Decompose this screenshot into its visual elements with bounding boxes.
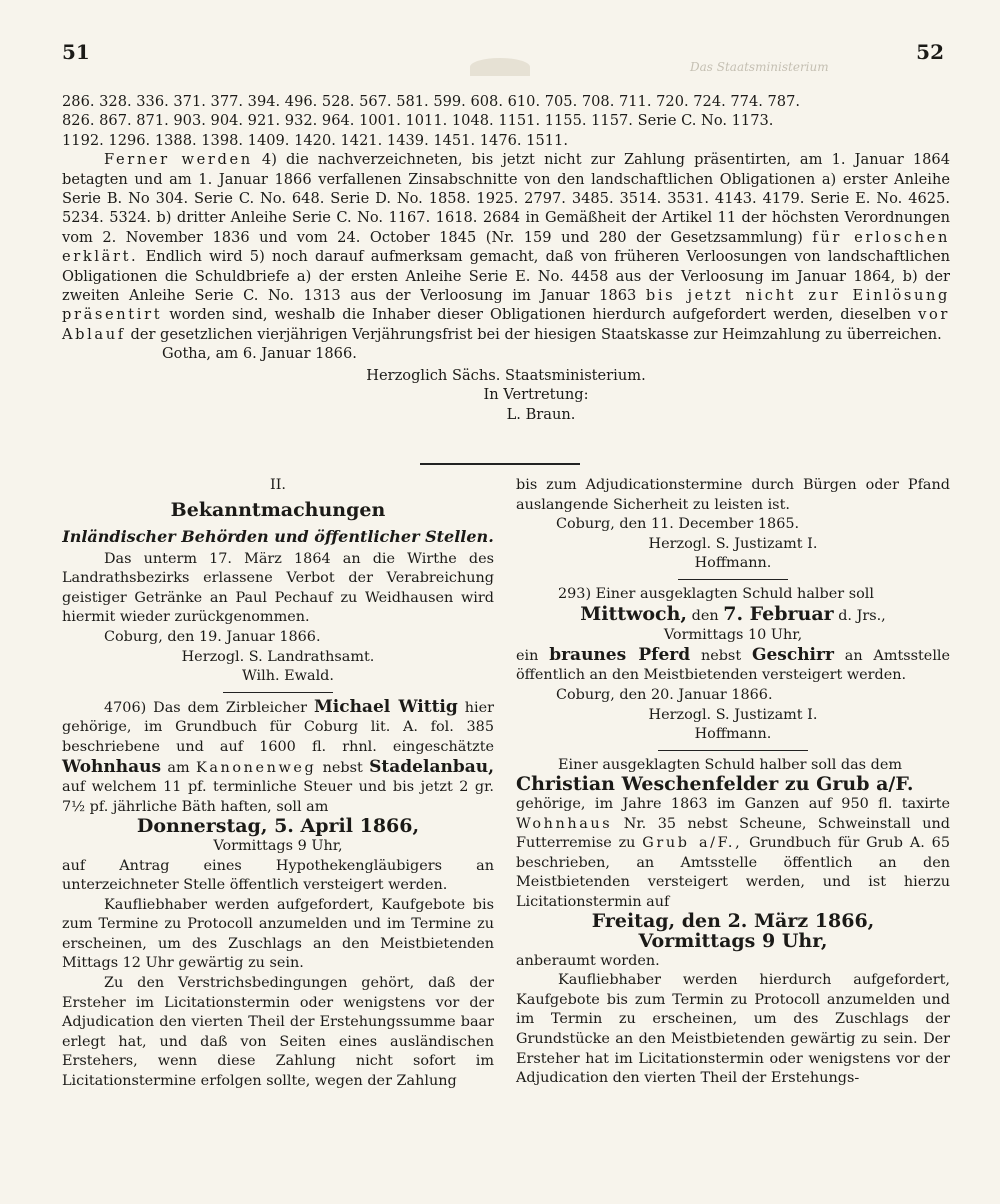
house-spaced: Wohnhaus (516, 815, 613, 832)
auction-time: Vormittags 9 Uhr, (213, 837, 343, 854)
notice1-text: Das unterm 17. März 1864 an die Wirthe des Landrathsbezirks erlassene Verbot der Verabreichung geistiger Getränke an Paul Pechauf zu Weidhausen wird hiermit wieder zurückgenommen. (62, 550, 494, 626)
paragraph-b: Endlich wird 5) noch darauf aufmerksam gemacht, daß von früheren Verloosungen von landschaftlichen Obligationen die Schuldbriefe a) der ersten Anleihe Serie E. No. 4458 aus der Verloosung im Januar 1864, b) der zweiten Anleihe Serie C. No. 1313 aus der Verloosung im Januar 1863 (62, 248, 951, 305)
notice4-text5-a: Kaufliebhaber werden hierdurch aufgefordert, Kaufgebote bis zum Termin zu Protocoll anzumelden und im Termin zu erscheinen, um des Zuschlags der Grundstücke an den Meistbietenden gewärtig zu sein. (516, 972, 950, 1048)
notice4-intro: Einer ausgeklagten Schuld halber soll das dem (558, 756, 902, 773)
auction-date: Donnerstag, 5. April 1866, (136, 815, 420, 838)
notice3-date-line: Coburg, den 20. Januar 1866. (556, 686, 773, 703)
paragraph-d: der gesetzlichen vierjährigen Verjährungsfrist bei der hiesigen Staatskasse zur Heimzahlung zu überreichen. (130, 325, 942, 343)
notice3-intro: 293) Einer ausgeklagten Schuld halber soll (558, 585, 874, 602)
notice4-text2: Nr. 35 nebst Scheune, Schweinstall und Futterremise zu (516, 815, 951, 852)
number-line-2: 826. 867. 871. 903. 904. 921. 932. 964. 1001. 1011. 1048. 1151. 1155. 1157. Serie C. No. 1173. (62, 112, 774, 130)
section-divider (420, 463, 580, 465)
section-number: II. (270, 477, 286, 493)
notice4-text5 (516, 971, 950, 1089)
notice4-text3: Grundbuch für Grub A. 65 beschrieben, an Amtsstelle öffentlich an den Meistbietenden versteigert werden, und ist hierzu Licitationstermin auf (516, 835, 950, 910)
page-number-left: 51 (62, 40, 90, 64)
notice3-nebst: nebst (700, 647, 742, 664)
bond-paragraph (62, 150, 950, 344)
ministry-signature: Herzoglich Sächs. Staatsministerium. (366, 366, 646, 384)
notice-separator (658, 750, 808, 751)
harness-text: Geschirr (751, 644, 834, 665)
notice3-ein: ein (516, 647, 539, 664)
notice3-text: an Amtsstelle öffentlich an den Meistbietenden versteigert werden. (516, 647, 951, 684)
page-number-right: 52 (916, 40, 944, 64)
notice4-time: Vormittags 9 Uhr, (638, 930, 828, 953)
notice1-date: Coburg, den 19. Januar 1866. (104, 628, 321, 645)
street-name: Kanonenweg (196, 759, 317, 776)
notice4-text6: Der Ersteher hat im Licitationstermin oder wenigstens vor der Adjudication den vierten Theil der Erstehungs- (516, 1031, 950, 1087)
debtor-name: Christian Weschenfelder zu Grub a/F. (516, 773, 914, 796)
continuation-block (62, 92, 950, 424)
number-line-1: 286. 328. 336. 371. 377. 394. 496. 528. 567. 581. 599. 608. 610. 705. 708. 711. 720. 724. 774. 787. (62, 93, 801, 110)
bisjetzt-text: bis jetzt nicht zur Einlösung präsentirt (62, 287, 951, 324)
notice1-office: Herzogl. S. Landrathsamt. (181, 648, 375, 665)
notice2-text5: auf Antrag eines Hypothekengläubigers an unterzeichneter Stelle öffentlich versteigert werden. (62, 857, 494, 894)
notice3-signer: Hoffmann. (694, 726, 772, 743)
paragraph-c: worden sind, weshalb die Inhaber dieser Obligationen hierdurch aufgefordert werden, dieselben (169, 306, 912, 324)
section-subtitle: Inländischer Behörden und öffentlicher Stellen. (62, 526, 494, 546)
notice3-den: den (691, 607, 719, 624)
section-title: Bekanntmachungen (170, 498, 386, 521)
notice4-date: Freitag, den 2. März 1866, (591, 910, 875, 933)
cont-signer: Hoffmann. (694, 555, 772, 572)
crest-shadow (470, 58, 530, 76)
cont-text: bis zum Adjudicationstermine durch Bürgen oder Pfand auslangende Sicherheit zu leisten ist. (516, 477, 950, 513)
notice3-day-line (516, 602, 950, 627)
bleed-text: Das Staatsministerium (690, 60, 829, 74)
left-column (62, 476, 494, 1092)
notice2-text3: nebst (322, 759, 363, 776)
notice-separator (223, 692, 333, 693)
notice-separator (678, 579, 788, 580)
notice4-text1: gehörige, im Jahre 1863 im Ganzen auf 950 fl. taxirte (516, 795, 950, 812)
notice3-year: d. Jrs., (838, 607, 886, 624)
erloschen-text: für erloschen erklärt. (62, 228, 950, 266)
notice2-text1: hier gehörige, im Grundbuch für Coburg lit. A. fol. 385 beschriebene und auf 1600 fl. rhnl. eingeschätzte (62, 699, 494, 755)
cont-office: Herzogl. S. Justizamt I. (648, 535, 818, 552)
notice3-office: Herzogl. S. Justizamt I. (648, 706, 818, 723)
owner-name: Michael Wittig (313, 696, 458, 717)
notice2-text7: Zu den Verstrichsbedingungen gehört, daß der Ersteher im Licitationstermin oder wenigstens vor der Adjudication den vierten Theil der Erstehungssumme baar erlegt hat, und daß von Seiten eines ausländischen Erstehers, wenn diese Zahlung nicht sofort im Licitationstermine erfolgen sollte, wegen der Zahlung (62, 975, 494, 1090)
paragraph-a: 4) die nachverzeichneten, bis jetzt nicht zur Zahlung präsentirten, am 1. Januar 1864 betagten und am 1. Januar 1866 verfallenen Zinsabschnitte von den landschaftlichen Obligationen a) erster Anleihe Serie B. No 304. Serie C. No. 648. Serie D. No. 1858. 1925. 2797. 3485. 3514. 3531. 4143. 4179. Serie E. No. 4625. 5234. 5324. b) dritter Anleihe Serie C. No. 1167. 1618. 2684 in Gemäßheit der Artikel 11 der höchsten Verordnungen vom 2. November 1836 und vom 24. October 1845 (Nr. 159 und 280 der Gesetzsammlung) (62, 151, 950, 246)
cont-date: Coburg, den 11. December 1865. (556, 516, 800, 533)
place-date: Gotha, am 6. Januar 1866. (162, 345, 357, 363)
representation-line: In Vertretung: (483, 386, 589, 404)
notice2-text6: Kaufliebhaber werden aufgefordert, Kaufgebote bis zum Termine zu Protocoll anzumelden und im Termine zu erscheinen, um des Zuschlags an den Meistbietenden Mittags 12 Uhr gewärtig zu sein. (62, 896, 494, 972)
notice2-text2: am (167, 759, 190, 776)
notice3-time: Vormittags 10 Uhr, (663, 627, 803, 644)
bleed-through (0, 58, 1000, 80)
notice2-body (62, 698, 494, 818)
notice3-body (516, 646, 950, 686)
notice2-intro: 4706) Das dem Zirbleicher (104, 699, 308, 716)
house-word: Wohnhaus (62, 756, 162, 777)
signer-name: L. Braun. (506, 405, 576, 423)
number-line-3: 1192. 1296. 1388. 1398. 1409. 1420. 1421. 1439. 1451. 1476. 1511. (62, 131, 568, 149)
right-column (516, 476, 950, 1089)
notice4-body (516, 795, 950, 913)
horse-text: braunes Pferd (549, 644, 691, 665)
place-spaced: Grub a/F., (642, 835, 743, 852)
vorablauf-text: vor Ablauf (62, 306, 951, 343)
date-highlight: 7. Februar (723, 602, 834, 625)
notice4-text4: anberaumt worden. (516, 952, 660, 969)
notice2-text4: auf welchem 11 pf. terminliche Steuer und bis jetzt 2 gr. 7½ pf. jährliche Bäth haften, soll am (62, 779, 494, 815)
weekday: Mittwoch, (580, 602, 688, 625)
stable-word: Stadelanbau, (369, 756, 495, 777)
notice1-signer: Wilh. Ewald. (242, 668, 334, 685)
ferner-text: Ferner werden (104, 151, 253, 169)
